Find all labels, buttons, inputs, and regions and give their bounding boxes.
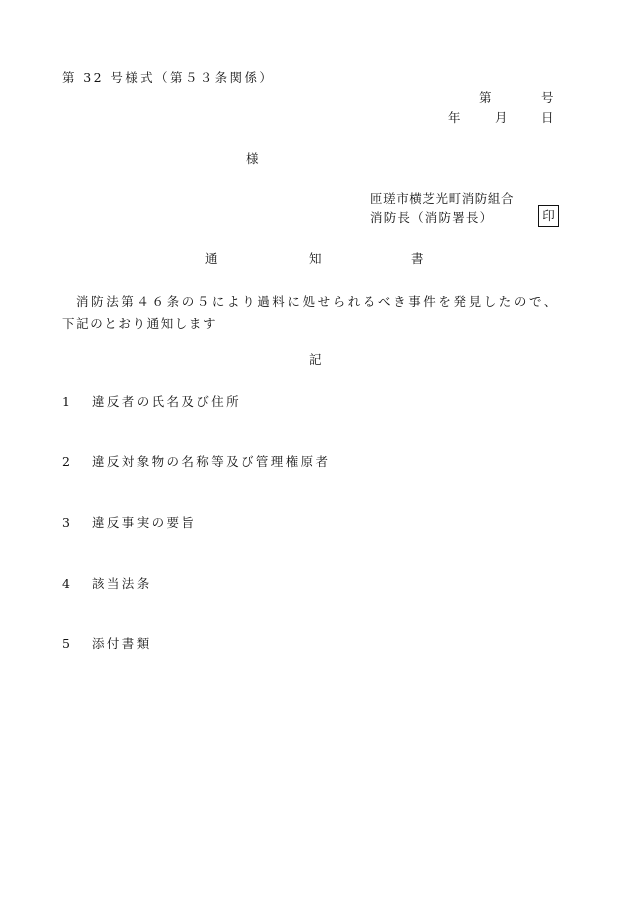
- document-number-prefix: 第: [479, 90, 494, 105]
- item-number: 5: [62, 636, 73, 651]
- item-number: 2: [62, 454, 73, 469]
- notice-body-line: 消防法第４６条の５により過料に処せられるべき事件を発見したので、: [76, 294, 559, 309]
- date-year: 年: [448, 110, 463, 125]
- date-month: 月: [495, 110, 510, 125]
- item-number: 3: [62, 515, 73, 530]
- item-label: 違反者の氏名及び住所: [92, 394, 242, 409]
- document-number-suffix: 号: [541, 90, 556, 105]
- heading-char: 通: [205, 251, 220, 266]
- form-label: 第 32 号様式（第５３条関係）: [62, 70, 275, 85]
- item-label: 該当法条: [92, 576, 152, 591]
- heading-char: 書: [411, 251, 426, 266]
- item-number: 1: [62, 394, 73, 409]
- seal-box: 印: [538, 205, 559, 227]
- issuer-title: 消防長（消防署長）: [370, 210, 494, 225]
- addressee-suffix: 様: [246, 151, 261, 166]
- heading-char: 知: [309, 251, 324, 266]
- notice-body-line: 下記のとおり通知します: [62, 316, 218, 331]
- date-day: 日: [541, 110, 556, 125]
- notice-body: [62, 291, 582, 335]
- item-number: 4: [62, 576, 73, 591]
- item-label: 違反事実の要旨: [92, 515, 197, 530]
- ki-marker: 記: [309, 352, 324, 367]
- issuer-organization: 匝瑳市横芝光町消防組合: [370, 191, 515, 206]
- item-label: 添付書類: [92, 636, 152, 651]
- item-label: 違反対象物の名称等及び管理権原者: [92, 454, 331, 469]
